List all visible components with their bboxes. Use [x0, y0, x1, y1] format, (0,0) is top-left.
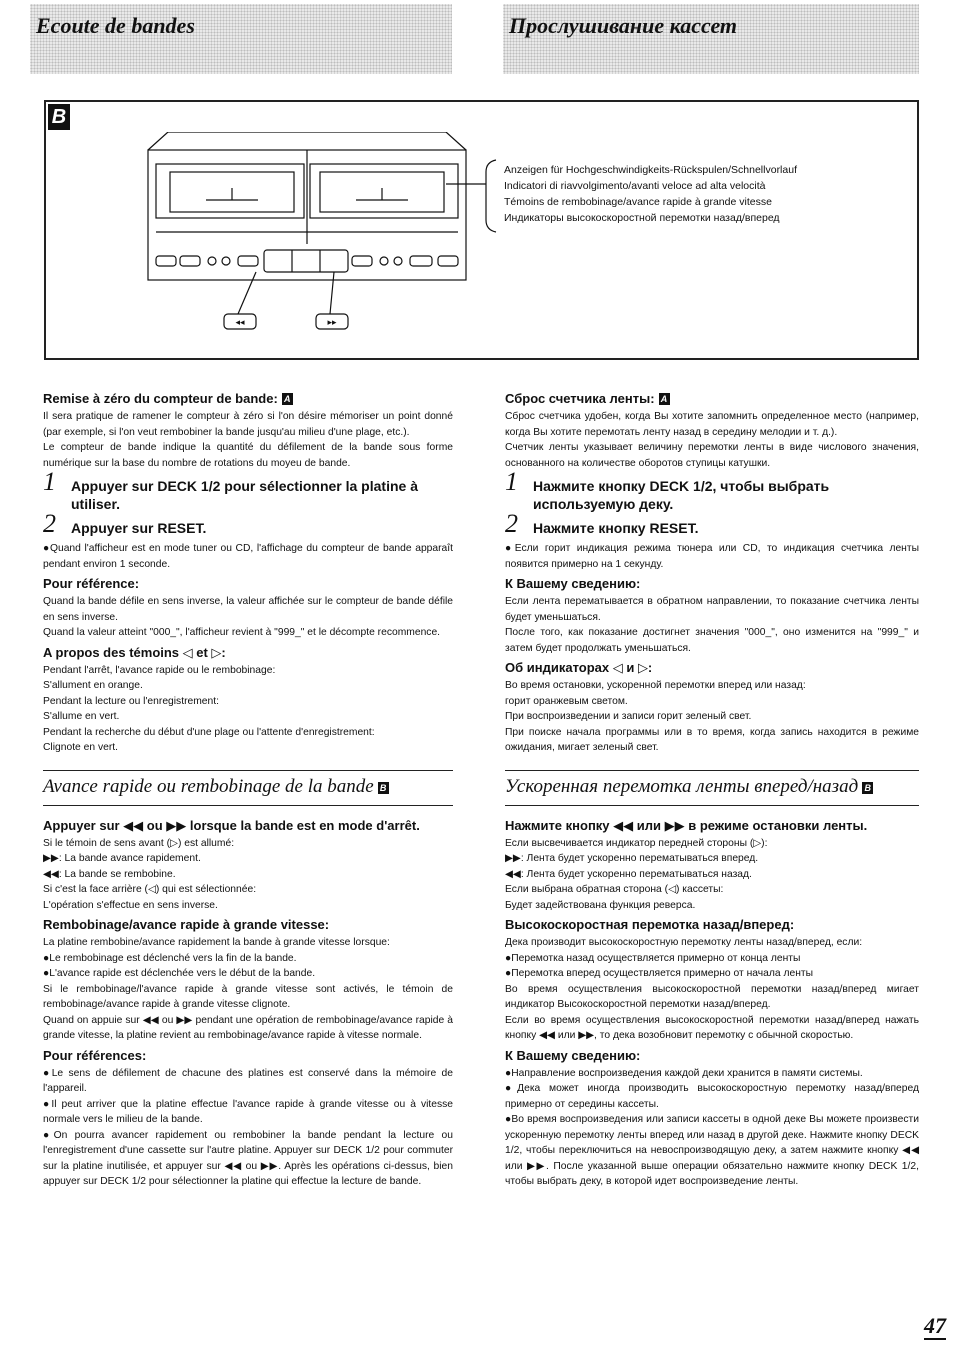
- ru-band-title: Ускоренная перемотка ленты вперед/назад: [505, 775, 859, 797]
- fr-reset-heading: Remise à zéro du compteur de bande: A: [43, 391, 453, 407]
- fr-refs-line: ●Le sens de défilement de chacune des platines est conservé dans la mémoire de l'appareil.: [43, 1067, 453, 1094]
- fr-refs-line: ●On pourra avancer rapidement ou rembobiner la bande pendant la lecture ou l'enregistrement d'une cassette sur l'autre platine. Appuyer sur DECK 1/2 pour commuter sur la platine inutilisée, et appuyer sur ◀◀ ou ▶▶. Après les opérations ci-dessus, bien appuyer sur DECK 1/2 pour sélectionner la platine qui effectue la lecture de bande.: [43, 1129, 453, 1187]
- fr-reset-p1: Il sera pratique de ramener le compteur à zéro si l'on désire mémoriser un point donné (par exemple, si l'on veut rembobiner la bande jusqu'au milieu d'une plage, etc.).: [43, 411, 453, 438]
- header-ru-title: Прослушивание кассет: [509, 13, 738, 38]
- ru-ref-p1: Если лента перематывается в обратном направлении, то показание счетчика ленты будет уменьшаться.: [505, 596, 919, 623]
- ru-ind-line: горит оранжевым светом.: [505, 695, 628, 707]
- ru-refs-line: ●Во время воспроизведения или записи кассеты в одной деке Вы можете произвести ускоренную перемотку ленты вперед или назад в другой деке. Нажмите кнопку DECK 1/2, чтобы переключиться на невоспроизводящую деку, а затем нажмите кнопку ◀◀ или ▶▶. После указанной выше операции обязательно нажмите кнопку DECK 1/2, чтобы выбрать деку, в которой идет воспроизведение ленты.: [505, 1114, 919, 1187]
- ru-ind-line: При поиске начала программы или в то время, когда запись находится в режиме ожидания, мигает зеленый свет.: [505, 726, 919, 753]
- fr-ref-p1: Quand la bande défile en sens inverse, la valeur affichée sur le compteur de bande défile en sens inverse.: [43, 596, 453, 623]
- ru-ff-line: Если высвечивается индикатор передней стороны (▷):: [505, 837, 768, 849]
- ru-refs-line: ●Дека может иногда производить высокоскоростную перемотку назад/вперед примерно от середины кассеты.: [505, 1083, 919, 1110]
- fr-hs-heading: Rembobinage/avance rapide à grande vitesse:: [43, 917, 330, 932]
- ru-reset-badge: A: [659, 393, 670, 405]
- header-fr-title: Ecoute de bandes: [36, 13, 195, 38]
- ru-hs-line: Дека производит высокоскоростную перемотку ленты назад/вперед, если:: [505, 937, 863, 948]
- header-fr: [30, 4, 452, 74]
- ru-hs-line: ●Перемотка назад осуществляется примерно от конца ленты: [505, 952, 801, 964]
- ru-section-band: [505, 770, 919, 806]
- header-ru: [503, 4, 919, 74]
- ru-ff-heading: Нажмите кнопку ◀◀ или ▶▶ в режиме остановки ленты.: [505, 817, 868, 833]
- ru-ind-heading: Об индикаторах ◁ и ▷:: [505, 660, 653, 675]
- legend-line-fr: Témoins de rembobinage/avance rapide à grande vitesse: [504, 196, 772, 208]
- fr-hs-p2: Quand on appuie sur ◀◀ ou ▶▶ pendant une opération de rembobinage/avance rapide à grande vitesse, la platine revient au rembobinage/avance rapide à vitesse normale.: [43, 1014, 453, 1041]
- fr-band-title: Avance rapide ou rembobinage de la bande: [43, 775, 374, 797]
- fr-step-1: 1 Appuyer sur DECK 1/2 pour sélectionner la platine à utiliser.: [43, 467, 418, 512]
- ru-ind-line: Во время остановки, ускоренной перемотки вперед или назад:: [505, 680, 806, 691]
- cassette-deck-illustration: [146, 132, 486, 332]
- ru-step-1: 1 Нажмите кнопку DECK 1/2, чтобы выбрать используемую деку.: [505, 467, 830, 512]
- ru-band-badge: B: [862, 782, 873, 794]
- fr-band-badge: B: [378, 782, 389, 794]
- fr-hs-line: ●L'avance rapide est déclenchée vers le début de la bande.: [43, 968, 316, 979]
- fr-temoins-line: Pendant la lecture ou l'enregistrement:: [43, 695, 219, 707]
- fr-section-band: [43, 770, 453, 806]
- legend-line-ru: Индикаторы высокоскоростной перемотки назад/вперед: [504, 212, 780, 224]
- legend-line-de: Anzeigen für Hochgeschwindigkeits-Rückspulen/Schnellvorlauf: [504, 164, 797, 176]
- ru-reset-p2: Счетчик ленты указывает величину перемотки ленты в виде числового значения, основанного на количестве оборотов ступицы катушки.: [505, 442, 919, 469]
- legend-line-it: Indicatori di riavvolgimento/avanti veloce ad alta velocità: [504, 180, 766, 192]
- fr-refs-heading: Pour références:: [43, 1047, 147, 1063]
- ru-step2-note: ●Если горит индикация режима тюнера или CD, то индикация счетчика ленты появится примерно на 1 секунду.: [505, 543, 919, 570]
- fr-reset-badge: A: [282, 393, 293, 405]
- ru-hs-p1: Во время осуществления высокоскоростной перемотки назад/вперед мигает индикатор Высокоскоростной перемотки назад/вперед.: [505, 983, 919, 1010]
- figure-badge: B: [48, 104, 70, 130]
- fr-ff-heading: Appuyer sur ◀◀ ou ▶▶ lorsque la bande est en mode d'arrêt.: [43, 817, 420, 833]
- fr-hs-line: La platine rembobine/avance rapidement la bande à grande vitesse lorsque:: [43, 937, 390, 948]
- fr-step-2: 2 Appuyer sur RESET.: [43, 509, 207, 538]
- fr-temoins-heading: A propos des témoins ◁ et ▷:: [43, 644, 226, 660]
- forward-button-label: ▸▸: [327, 317, 337, 327]
- ru-ref-heading: К Вашему сведению:: [505, 576, 641, 591]
- ru-refs-heading: К Вашему сведению:: [505, 1047, 641, 1063]
- fr-ff-line: ▶▶: La bande avance rapidement.: [43, 853, 201, 864]
- figure-b: [44, 100, 919, 360]
- fr-hs-line: ●Le rembobinage est déclenché vers la fin de la bande.: [43, 952, 297, 964]
- fr-ff-line: Si c'est la face arrière (◁) qui est sélectionnée:: [43, 884, 257, 895]
- ru-refs-line: ●Направление воспроизведения каждой деки хранится в памяти системы.: [505, 1067, 863, 1079]
- ru-ref-p2: После того, как показание достигнет значения "000_", оно изменится на "999_" и затем будет продолжать уменьшаться.: [505, 627, 919, 654]
- fr-ref-p2: Quand la valeur atteint "000_", l'afficheur revient à "999_" et le décompte recommence.: [43, 627, 441, 638]
- figure-legend: [504, 162, 797, 226]
- page-number: 47: [924, 1313, 946, 1338]
- fr-hs-p1: Si le rembobinage/l'avance rapide à grande vitesse sont activés, le témoin de rembobinage/avance rapide à grande vitesse clignote.: [43, 983, 453, 1010]
- fr-ff-line: L'opération s'effectue en sens inverse.: [43, 899, 218, 911]
- ru-ff-line: ◀◀: Лента будет ускоренно перематываться назад.: [505, 868, 752, 880]
- fr-temoins-line: Clignote en vert.: [43, 742, 118, 753]
- ru-reset-p1: Сброс счетчика удобен, когда Вы хотите запомнить определенное место (например, когда Вы хотите перемотать ленту назад в середину мелодии и т. д.).: [505, 411, 919, 438]
- fr-ff-line: ◀◀: La bande se rembobine.: [43, 868, 176, 880]
- ru-ff-line: Будет задействована функция реверса.: [505, 899, 696, 911]
- ru-ff-line: Если выбрана обратная сторона (◁) кассеты:: [505, 884, 724, 895]
- ru-ff-line: ▶▶: Лента будет ускоренно перематываться вперед.: [505, 853, 759, 864]
- fr-reset-p2: Le compteur de bande indique la quantité du défilement de la bande sous forme numérique sur la base du nombre de rotations du moyeu de bande.: [43, 442, 453, 469]
- fr-temoins-line: Pendant la recherche du début d'une plage ou l'attente d'enregistrement:: [43, 726, 375, 738]
- fr-step2-note: ●Quand l'afficheur est en mode tuner ou CD, l'affichage du compteur de bande apparaît pendant environ 1 seconde.: [43, 543, 453, 570]
- ru-hs-p2: Если во время осуществления высокоскоростной перемотки назад/вперед нажать кнопку ◀◀ или ▶▶, то дека возобновит перемотку с обычной скоростью.: [505, 1014, 919, 1041]
- ru-reset-heading: Сброс счетчика ленты: A: [505, 391, 919, 407]
- ru-hs-line: ●Перемотка вперед осуществляется примерно от начала ленты: [505, 968, 813, 979]
- column-french: [43, 391, 453, 1190]
- fr-temoins-line: S'allume en vert.: [43, 711, 120, 722]
- fr-temoins-line: Pendant l'arrêt, l'avance rapide ou le rembobinage:: [43, 664, 276, 676]
- column-russian: [505, 391, 919, 1190]
- legend-bracket: [484, 158, 500, 234]
- ru-hs-heading: Высокоскоростная перемотка назад/вперед:: [505, 917, 795, 932]
- rewind-button-label: ◂◂: [235, 317, 245, 327]
- fr-ref-heading: Pour référence:: [43, 576, 140, 591]
- fr-temoins-line: S'allument en orange.: [43, 680, 143, 691]
- ru-ind-line: При воспроизведении и записи горит зеленый свет.: [505, 711, 752, 722]
- fr-refs-line: ●Il peut arriver que la platine effectue l'avance rapide à grande vitesse ou à vitesse normale vers le milieu de la bande.: [43, 1098, 453, 1125]
- fr-ff-line: Si le témoin de sens avant (▷) est allumé:: [43, 837, 235, 849]
- ru-step-2: 2 Нажмите кнопку RESET.: [505, 509, 699, 538]
